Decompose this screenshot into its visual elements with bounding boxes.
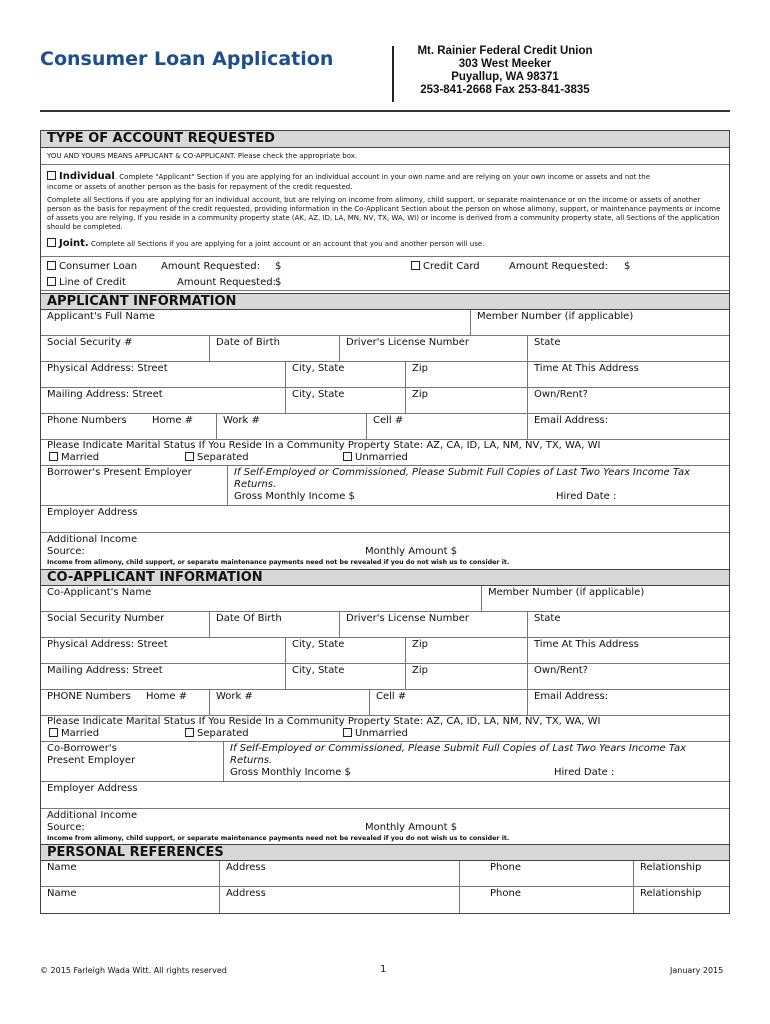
cu-city: Puyallup, WA 98371 [451, 71, 559, 83]
home-phone-label: Home # [152, 415, 194, 426]
work-phone-cell[interactable] [216, 414, 366, 439]
footer-page-number: 1 [380, 964, 387, 975]
applicant-mailing-row [41, 388, 729, 414]
coapplicant-physical-row [41, 638, 729, 664]
marital-status-label: Please Indicate Marital Status If You Reside In a Community Property State: AZ, CA, ID, LA, NM, NV, TX, WA, WI [47, 716, 601, 727]
unmarried-checkbox[interactable] [343, 452, 352, 461]
license-label: Driver's License Number [346, 613, 469, 624]
reference-row [41, 861, 729, 887]
city-state-cell[interactable] [285, 362, 405, 387]
consumer-loan-checkbox[interactable] [47, 261, 56, 270]
monthly-amount-label: Monthly Amount $ [365, 822, 458, 833]
coapplicant-marital-row [41, 716, 729, 742]
reference-relationship-label: Relationship [640, 862, 702, 873]
applicant-additional-income-row[interactable] [41, 533, 729, 570]
section-heading-applicant: APPLICANT INFORMATION [41, 293, 729, 310]
header-rule [40, 110, 730, 112]
reference-relationship-cell[interactable] [633, 887, 729, 913]
city-state-label: City, State [292, 665, 345, 676]
alimony-note: Income from alimony, child support, or separate maintenance payments need not be revealed if you do not wish us to consider it. [47, 835, 510, 842]
line-of-credit-checkbox[interactable] [47, 277, 56, 286]
time-at-address-label: Time At This Address [534, 639, 639, 650]
reference-address-cell[interactable] [219, 887, 459, 913]
self-employed-note-cont: Returns. [230, 755, 273, 766]
reference-phone-cell[interactable] [459, 861, 633, 886]
mailing-address-label: Mailing Address: Street [47, 389, 163, 400]
applicant-employer-row [41, 466, 729, 506]
married-checkbox[interactable] [49, 728, 58, 737]
time-at-address-label: Time At This Address [534, 363, 639, 374]
email-cell[interactable] [527, 690, 729, 715]
married-label: Married [61, 728, 100, 739]
dollar-sign: $ [624, 261, 631, 272]
coapplicant-phone-row [41, 690, 729, 716]
email-label: Email Address: [534, 415, 609, 426]
applicant-physical-row [41, 362, 729, 388]
coapplicant-name-label: Co-Applicant's Name [47, 587, 152, 598]
phone-numbers-label: PHONE Numbers [47, 691, 131, 702]
physical-address-label: Physical Address: Street [47, 639, 168, 650]
amount-requested-label: Amount Requested: [177, 277, 276, 288]
city-state-cell[interactable] [285, 664, 405, 689]
complete-all-text: Complete all Sections if you are applying for an individual account, but are relying on income from alimony, child support, or separate maintenance or on the income or assets of another person as the basis for repayment of the credit requested, providing information in the Co-Applicant Section about the person on whose alimony, support, or maintenance payments or income of assets you are relying. If you reside in a community property state (AK, AZ, ID, LA, MN, NV, TX, WA, WI) or income is derived from a community property state, all Sections of the application should be completed. [47, 196, 721, 231]
employer-address-label: Employer Address [47, 507, 138, 518]
time-at-address-cell[interactable] [527, 638, 729, 663]
work-phone-cell[interactable] [209, 690, 369, 715]
dob-label: Date of Birth [216, 337, 280, 348]
license-cell[interactable] [339, 336, 527, 361]
city-state-cell[interactable] [285, 638, 405, 663]
section-heading-account: TYPE OF ACCOUNT REQUESTED [41, 131, 729, 148]
amount-requested-label: Amount Requested: [161, 261, 260, 272]
email-cell[interactable] [527, 414, 729, 439]
zip-label: Zip [412, 639, 428, 650]
license-label: Driver's License Number [346, 337, 469, 348]
work-phone-label: Work # [216, 691, 253, 702]
gross-income-label: Gross Monthly Income $ [234, 491, 355, 502]
coapplicant-name-row [41, 586, 729, 612]
cell-phone-cell[interactable] [369, 690, 527, 715]
amount-requested-label: Amount Requested: [509, 261, 608, 272]
reference-row [41, 887, 729, 913]
city-state-label: City, State [292, 389, 345, 400]
self-employed-note: If Self-Employed or Commissioned, Please Submit Full Copies of Last Two Years Income Tax [230, 743, 686, 754]
state-cell[interactable] [527, 612, 729, 637]
zip-label: Zip [412, 363, 428, 374]
reference-name-label: Name [47, 862, 77, 873]
state-label: State [534, 613, 561, 624]
self-employed-note-cont: Returns. [234, 479, 277, 490]
cell-phone-label: Cell # [376, 691, 407, 702]
home-phone-label: Home # [146, 691, 188, 702]
reference-phone-label: Phone [490, 888, 521, 899]
married-checkbox[interactable] [49, 452, 58, 461]
coapplicant-ssn-row [41, 612, 729, 638]
work-phone-label: Work # [223, 415, 260, 426]
joint-text: Complete all Sections if you are applying for a joint account or an account that you and another person will use. [90, 240, 485, 248]
employment-details-cell[interactable] [227, 466, 729, 505]
own-rent-label: Own/Rent? [534, 665, 588, 676]
city-state-label: City, State [292, 363, 345, 374]
alimony-note: Income from alimony, child support, or separate maintenance payments need not be revealed if you do not wish us to consider it. [47, 559, 510, 566]
individual-text2: income or assets of another person as the basis for repayment of the credit requested. [47, 183, 353, 191]
applicant-ssn-row [41, 336, 729, 362]
own-rent-label: Own/Rent? [534, 389, 588, 400]
additional-income-label: Additional Income [47, 810, 138, 821]
coapplicant-additional-income-row[interactable] [41, 809, 729, 845]
coapplicant-employer-address-row[interactable] [41, 782, 729, 809]
reference-relationship-label: Relationship [640, 888, 702, 899]
zip-cell[interactable] [405, 362, 527, 387]
cell-phone-cell[interactable] [366, 414, 527, 439]
reference-phone-label: Phone [490, 862, 521, 873]
account-intro-row [41, 148, 729, 165]
credit-card-checkbox[interactable] [411, 261, 420, 270]
ssn-label: Social Security # [47, 337, 133, 348]
applicant-name-row [41, 310, 729, 336]
cu-name: Mt. Rainier Federal Credit Union [417, 45, 593, 57]
hired-date-label: Hired Date : [554, 767, 615, 778]
loan-application-form [40, 130, 730, 914]
individual-label: Individual [59, 171, 115, 182]
reference-phone-cell[interactable] [459, 887, 633, 913]
co-employer-label-cont: Present Employer [47, 755, 136, 766]
unmarried-label: Unmarried [355, 728, 408, 739]
reference-name-label: Name [47, 888, 77, 899]
joint-checkbox[interactable] [47, 238, 56, 247]
phone-numbers-label: Phone Numbers [47, 415, 127, 426]
account-intro: YOU AND YOURS MEANS APPLICANT & CO-APPLICANT. Please check the appropriate box. [47, 152, 358, 160]
married-label: Married [61, 452, 100, 463]
applicant-marital-row [41, 440, 729, 466]
employer-address-label: Employer Address [47, 783, 138, 794]
dob-cell[interactable] [209, 336, 339, 361]
hired-date-label: Hired Date : [556, 491, 617, 502]
dollar-sign: $ [275, 261, 282, 272]
cell-phone-label: Cell # [373, 415, 404, 426]
additional-income-label: Additional Income [47, 534, 138, 545]
physical-address-label: Physical Address: Street [47, 363, 168, 374]
member-number-label: Member Number (if applicable) [488, 587, 645, 598]
account-options-row [41, 165, 729, 257]
section-heading-references: PERSONAL REFERENCES [41, 844, 729, 861]
footer-date: January 2015 [670, 966, 724, 975]
mailing-address-label: Mailing Address: Street [47, 665, 163, 676]
cu-phone: 253-841-2668 Fax 253-841-3835 [420, 84, 590, 96]
source-label: Source: [47, 822, 85, 833]
separated-label: Separated [197, 728, 249, 739]
individual-checkbox[interactable] [47, 171, 56, 180]
dob-label: Date Of Birth [216, 613, 282, 624]
employer-label: Borrower's Present Employer [47, 467, 192, 478]
ssn-label: Social Security Number [47, 613, 165, 624]
state-cell[interactable] [527, 336, 729, 361]
own-rent-cell[interactable] [527, 664, 729, 689]
line-of-credit-label: Line of Credit [59, 277, 126, 288]
cu-street: 303 West Meeker [458, 58, 552, 70]
form-title: Consumer Loan Application [40, 48, 334, 70]
applicant-employer-address-row[interactable] [41, 506, 729, 533]
state-label: State [534, 337, 561, 348]
member-number-label: Member Number (if applicable) [477, 311, 634, 322]
time-at-address-cell[interactable] [527, 362, 729, 387]
own-rent-cell[interactable] [527, 388, 729, 413]
city-state-cell[interactable] [285, 388, 405, 413]
coapplicant-mailing-row [41, 664, 729, 690]
coapplicant-employer-row [41, 742, 729, 782]
email-label: Email Address: [534, 691, 609, 702]
credit-card-label: Credit Card [423, 261, 480, 272]
unmarried-checkbox[interactable] [343, 728, 352, 737]
monthly-amount-label: Monthly Amount $ [365, 546, 458, 557]
zip-label: Zip [412, 665, 428, 676]
applicant-name-label: Applicant's Full Name [47, 311, 155, 322]
reference-relationship-cell[interactable] [633, 861, 729, 886]
member-number-cell[interactable] [470, 310, 729, 335]
footer-copyright: © 2015 Farleigh Wada Witt. All rights reserved [40, 966, 227, 975]
reference-address-label: Address [226, 888, 266, 899]
dollar-sign: $ [275, 277, 282, 288]
unmarried-label: Unmarried [355, 452, 408, 463]
self-employed-note: If Self-Employed or Commissioned, Please Submit Full Copies of Last Two Years Income Tax [234, 467, 690, 478]
joint-label: Joint. [59, 238, 89, 249]
gross-income-label: Gross Monthly Income $ [230, 767, 351, 778]
separated-checkbox[interactable] [185, 452, 194, 461]
header-divider [392, 46, 394, 102]
dob-cell[interactable] [209, 612, 339, 637]
applicant-phone-row [41, 414, 729, 440]
employment-details-cell[interactable] [223, 742, 729, 781]
credit-union-info [400, 45, 610, 97]
zip-cell[interactable] [405, 388, 527, 413]
zip-label: Zip [412, 389, 428, 400]
co-employer-label: Co-Borrower's [47, 743, 117, 754]
consumer-loan-label: Consumer Loan [59, 261, 138, 272]
reference-address-label: Address [226, 862, 266, 873]
individual-text1: . Complete "Applicant" Section if you are applying for an individual account in your own name and are relying on your own income or assets and not the [114, 173, 651, 181]
section-heading-coapplicant: CO-APPLICANT INFORMATION [41, 569, 729, 586]
separated-checkbox[interactable] [185, 728, 194, 737]
city-state-label: City, State [292, 639, 345, 650]
loan-type-row [41, 257, 729, 291]
marital-status-label: Please Indicate Marital Status If You Reside In a Community Property State: AZ, CA, ID, LA, NM, NV, TX, WA, WI [47, 440, 601, 451]
co-member-number-cell[interactable] [481, 586, 729, 611]
license-cell[interactable] [339, 612, 527, 637]
source-label: Source: [47, 546, 85, 557]
zip-cell[interactable] [405, 638, 527, 663]
separated-label: Separated [197, 452, 249, 463]
reference-address-cell[interactable] [219, 861, 459, 886]
zip-cell[interactable] [405, 664, 527, 689]
